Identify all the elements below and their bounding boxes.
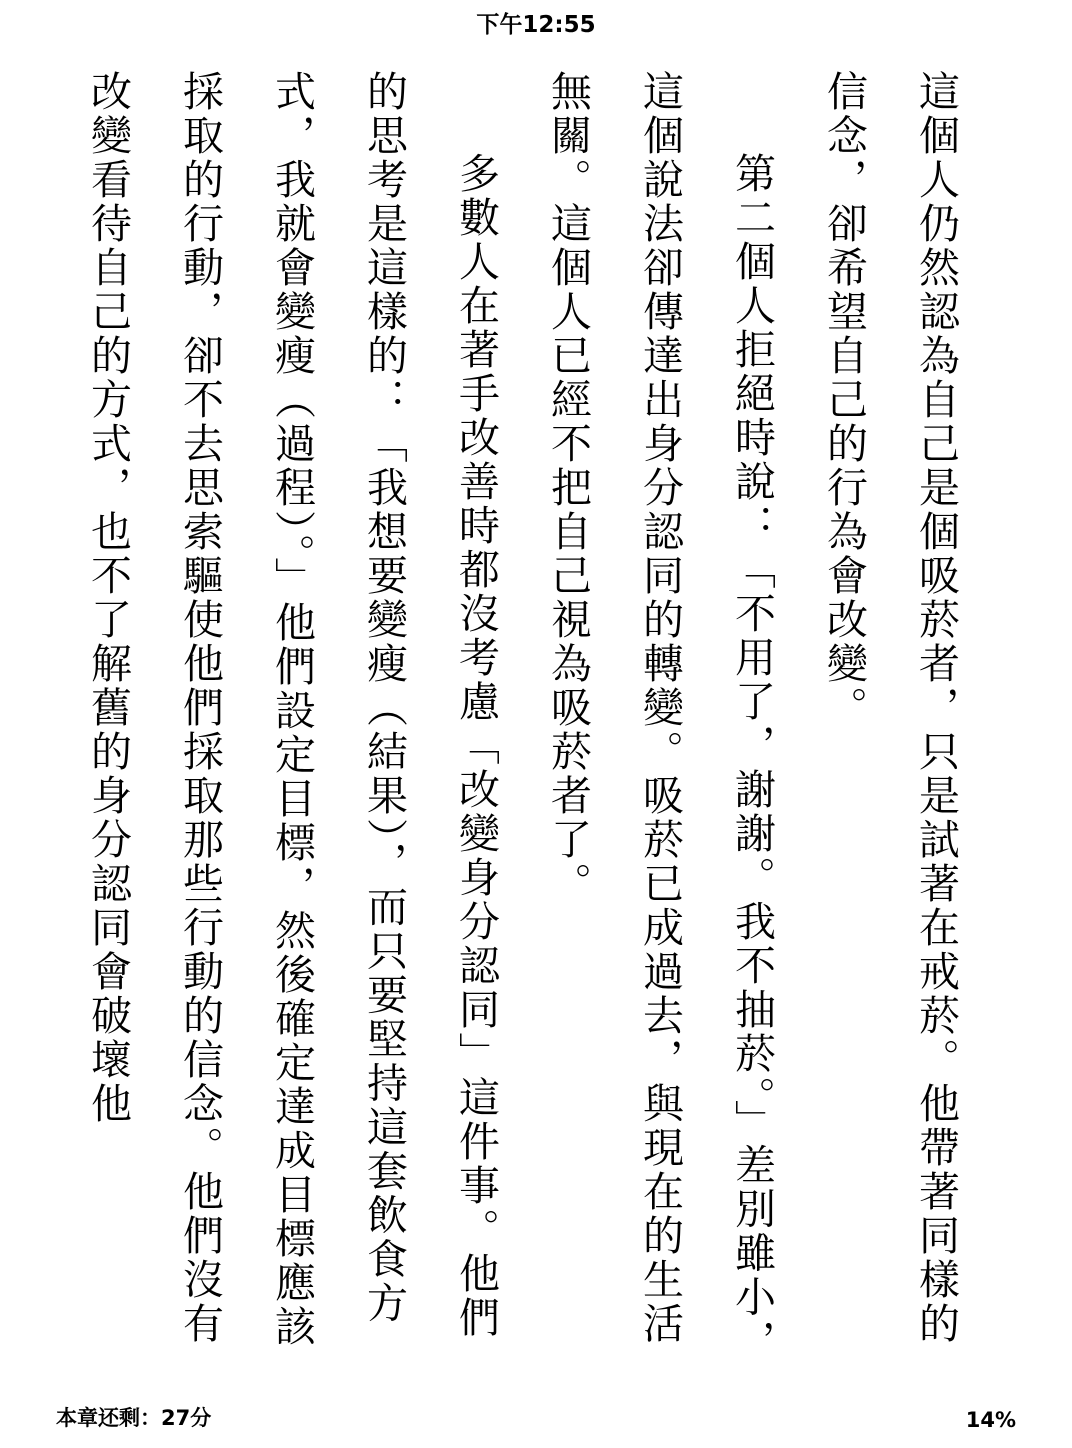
paragraph-1: 這個人仍然認為自己是個吸菸者，只是試著在戒菸。他帶著同樣的信念，卻希望自己的行為會改變。 xyxy=(820,70,960,1346)
reading-progress: 14% xyxy=(965,1408,1016,1432)
book-text xyxy=(62,70,982,1370)
reader-page[interactable] xyxy=(62,70,1002,1370)
paragraph-3: 多數人在著手改善時都沒考慮「改變身分認同」這件事。他們的思考是這樣的：「我想要變瘦（結果），而只要堅持這套飲食方式，我就會變瘦（過程）。」他們設定目標，然後確定達成目標應該採取的行動，卻不去思索驅使他們採取那些行動的信念。他們沒有改變看待自己的方式，也不了解舊的身分認同會破壞他 xyxy=(84,70,500,1349)
chapter-time-remaining: 本章还剩：27分 xyxy=(56,1406,212,1430)
status-time: 下午12:55 xyxy=(476,12,596,38)
paragraph-2: 第二個人拒絕時說：「不用了，謝謝。我不抽菸。」差別雖小，這個說法卻傳達出身分認同的轉變。吸菸已成過去，與現在的生活無關。這個人已經不把自己視為吸菸者了。 xyxy=(544,70,776,1364)
